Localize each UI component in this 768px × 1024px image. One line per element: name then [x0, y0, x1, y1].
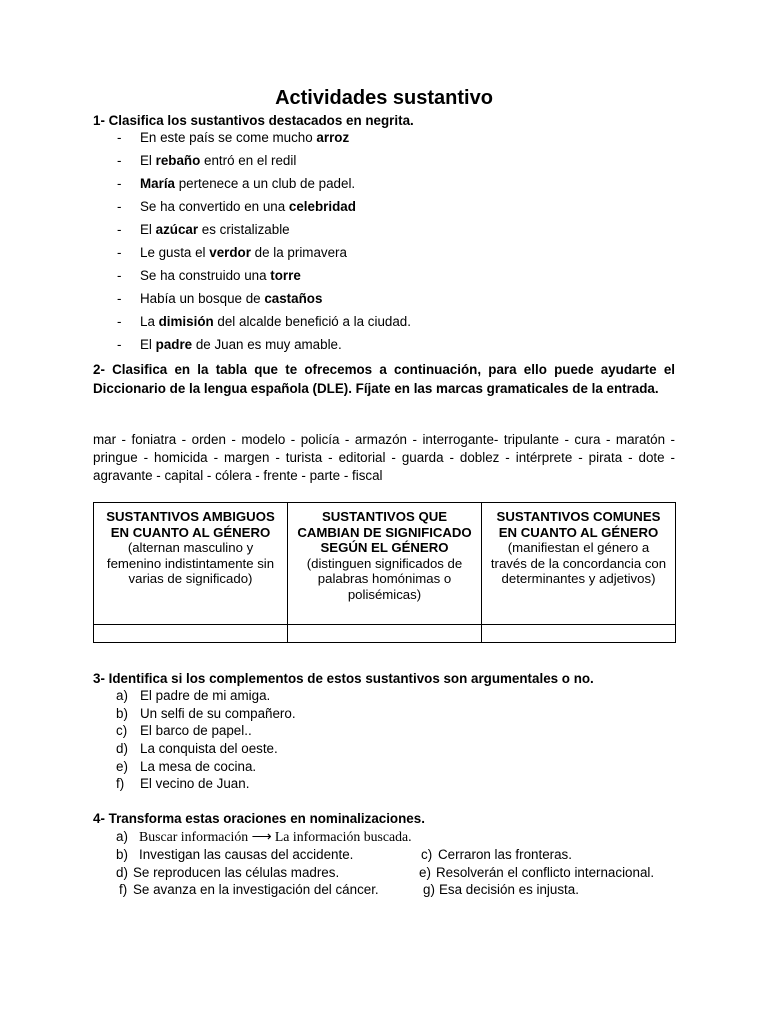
section4-heading: 4- Transforma estas oraciones en nominalizaciones. [93, 811, 425, 826]
list-item [0, 199, 768, 215]
column-note: (distinguen significados de palabras homónimas o polisémicas) [306, 555, 463, 602]
bullet: - [117, 314, 122, 329]
bullet: - [117, 199, 122, 214]
column-heading: SUSTANTIVOS QUE CAMBIAN DE SIGNIFICADO SEGÚN EL GÉNERO [297, 509, 472, 556]
bullet: - [117, 153, 122, 168]
list-item [0, 291, 768, 307]
list-item [0, 337, 768, 353]
table-row [94, 625, 676, 643]
column-heading: SUSTANTIVOS AMBIGUOS EN CUANTO AL GÉNERO [106, 509, 275, 540]
list-item-text: En este país se come mucho arroz [140, 130, 350, 145]
list-item-text: Había un bosque de castaños [140, 291, 323, 306]
table-header-cell [288, 503, 482, 625]
list-item-text: Se ha convertido en una celebridad [140, 199, 356, 214]
item-label: c) [116, 723, 128, 738]
item-text: Resolverán el conflicto internacional. [436, 865, 655, 880]
list-item [0, 268, 768, 284]
item-text: Esa decisión es injusta. [439, 882, 579, 897]
column-note: (alternan masculino y femenino indistintamente sin varias de significado) [106, 540, 275, 587]
item-text: Buscar información ⟶ La información buscada. [139, 829, 412, 844]
item-label: e) [419, 865, 431, 880]
list-item [0, 130, 768, 146]
column-note: (manifiestan el género a través de la concordancia con determinantes y adjetivos) [490, 540, 667, 587]
list-item-text: María pertenece a un club de padel. [140, 176, 356, 191]
item-text: La conquista del oeste. [140, 741, 278, 756]
list-item [0, 314, 768, 330]
section2-heading: 2- Clasifica en la tabla que te ofrecemos a continuación, para ello puede ayudarte el Diccionario de la lengua española (DLE). Fíjate en las marcas gramaticales de la entrada. [93, 362, 675, 396]
column-heading: SUSTANTIVOS COMUNES EN CUANTO AL GÉNERO [496, 509, 661, 540]
table-cell [482, 625, 676, 643]
list-item-text: El azúcar es cristalizable [140, 222, 290, 237]
list-item [0, 153, 768, 169]
list-item-text: El padre de Juan es muy amable. [140, 337, 342, 352]
table-header-cell [482, 503, 676, 625]
list-item-text: Le gusta el verdor de la primavera [140, 245, 347, 260]
item-label: d) [116, 741, 128, 756]
item-label: b) [116, 706, 128, 721]
item-label: a) [116, 829, 128, 844]
bullet: - [117, 268, 122, 283]
item-label: b) [116, 847, 128, 862]
item-text: Se avanza en la investigación del cáncer. [133, 882, 379, 897]
bullet: - [117, 176, 122, 191]
table-cell [288, 625, 482, 643]
section3-heading: 3- Identifica si los complementos de estos sustantivos son argumentales o no. [93, 671, 594, 686]
table-cell [94, 625, 288, 643]
word-list: mar - foniatra - orden - modelo - policía - armazón - interrogante- tripulante - cura - maratón - pringue - homicida - margen - turista - editorial - guarda - doblez - intérprete - pirata - dote - agravante - capital - cólera - frente - parte - fiscal [93, 432, 675, 484]
item-text: Investigan las causas del accidente. [139, 847, 354, 862]
bullet: - [117, 222, 122, 237]
bullet: - [117, 245, 122, 260]
item-label: g) [423, 882, 435, 897]
bullet: - [117, 130, 122, 145]
item-text: El vecino de Juan. [140, 776, 250, 791]
item-label: e) [116, 759, 128, 774]
item-label: d) [116, 865, 128, 880]
item-text: El barco de papel.. [140, 723, 252, 738]
table-header-cell [94, 503, 288, 625]
page-title: Actividades sustantivo [275, 87, 493, 109]
item-text: Un selfi de su compañero. [140, 706, 296, 721]
list-item-text: Se ha construido una torre [140, 268, 301, 283]
classification-table [93, 502, 676, 643]
item-label: f) [116, 776, 125, 791]
item-label: f) [119, 882, 128, 897]
item-text: La mesa de cocina. [140, 759, 257, 774]
list-item [0, 245, 768, 261]
list-item-text: El rebaño entró en el redil [140, 153, 297, 168]
section1-heading: 1- Clasifica los sustantivos destacados en negrita. [93, 113, 414, 128]
list-item-text: La dimisión del alcalde benefició a la ciudad. [140, 314, 411, 329]
bullet: - [117, 291, 122, 306]
item-label: c) [421, 847, 433, 862]
list-item [0, 176, 768, 192]
item-label: a) [116, 688, 128, 703]
bullet: - [117, 337, 122, 352]
item-text: El padre de mi amiga. [140, 688, 271, 703]
item-text: Cerraron las fronteras. [438, 847, 572, 862]
list-item [0, 222, 768, 238]
item-text: Se reproducen las células madres. [133, 865, 340, 880]
